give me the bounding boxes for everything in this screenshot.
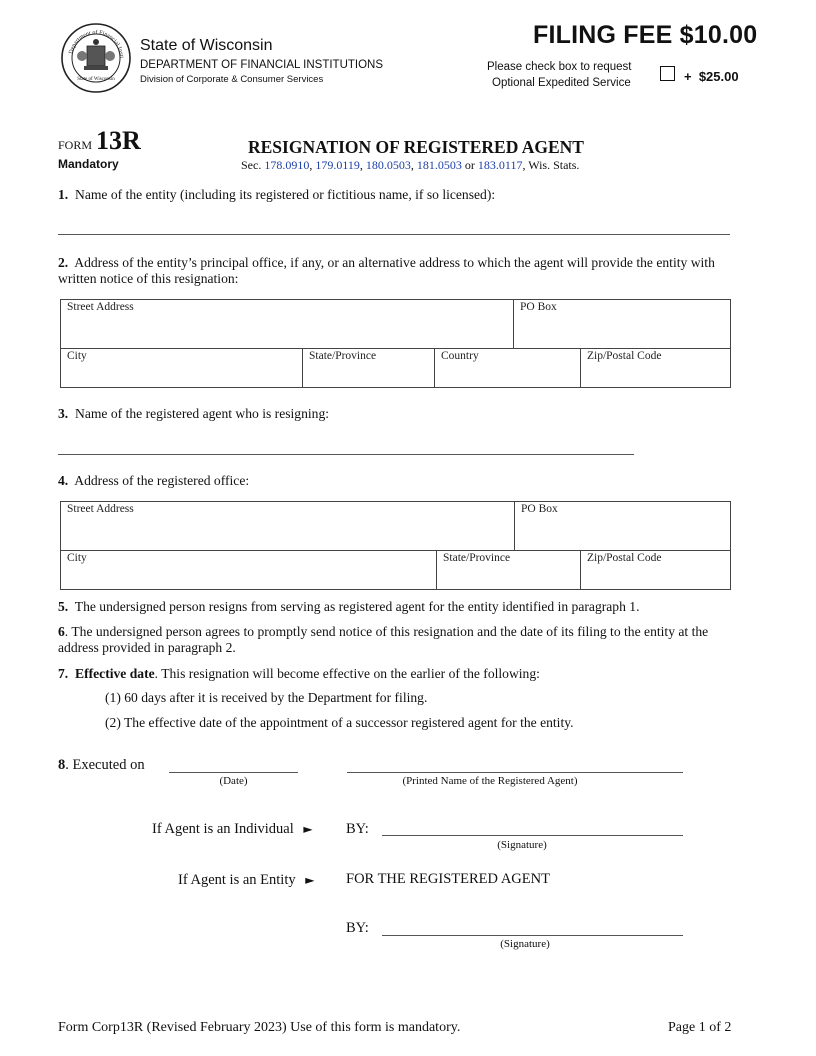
form-id (58, 126, 141, 156)
statute-link[interactable]: 183.0117 (477, 158, 523, 172)
statutes-sep: , (410, 158, 414, 172)
item-5-text: The undersigned person resigns from serving as registered agent for the entity identified in paragraph 1. (74, 599, 640, 614)
form-word: FORM (58, 138, 93, 152)
zip-label: Zip/Postal Code (587, 350, 662, 362)
item-1 (58, 187, 495, 203)
country-label: Country (441, 350, 479, 362)
form-number: 13R (96, 126, 141, 155)
svg-text:State of Wisconsin: State of Wisconsin (77, 77, 115, 82)
zip-label: Zip/Postal Code (587, 552, 662, 564)
item-6 (58, 624, 748, 656)
for-registered-agent: FOR THE REGISTERED AGENT (346, 871, 550, 887)
item-1-number: 1. (58, 187, 69, 202)
footer-page-number: Page 1 of 2 (668, 1020, 732, 1035)
individual-row (152, 821, 313, 838)
statute-link[interactable]: 181.0503 (416, 158, 462, 172)
item-7-option-2: (2) The effective date of the appointment of a successor registered agent for the entity. (105, 715, 574, 730)
entity-label: If Agent is an Entity (178, 872, 296, 888)
item-3-number: 3. (58, 406, 69, 421)
mandatory-label: Mandatory (58, 157, 119, 171)
department-name: DEPARTMENT OF FINANCIAL INSTITUTIONS (140, 59, 384, 71)
form-title: RESIGNATION OF REGISTERED AGENT (248, 137, 584, 157)
statutes-prefix: Sec. (241, 158, 262, 172)
item-7 (58, 666, 758, 682)
office-zip-field[interactable] (580, 550, 731, 590)
item-7-option-1: (1) 60 days after it is received by the Department for filing. (105, 690, 428, 705)
principal-zip-field[interactable] (580, 348, 731, 388)
filing-fee: FILING FEE $10.00 (533, 21, 758, 49)
state-province-label: State/Province (309, 350, 377, 362)
individual-signature-field[interactable] (382, 835, 683, 836)
statute-link[interactable]: 178.0910 (264, 158, 310, 172)
item-7-bold: Effective date (75, 666, 155, 681)
entity-row (178, 872, 314, 889)
statutes-sep: , (359, 158, 363, 172)
expedite-checkbox[interactable] (660, 66, 675, 81)
expedite-line-2: Optional Expedited Service (492, 77, 631, 89)
item-5-number: 5. (58, 599, 69, 614)
principal-po-box-field[interactable] (513, 299, 731, 349)
item-6-number: 6 (58, 624, 65, 639)
item-6-text: . The undersigned person agrees to promptly send notice of this resignation and the date of its filing to the entity at the address provided in paragraph 2. (58, 624, 709, 655)
office-street-field[interactable] (60, 501, 515, 551)
statute-link[interactable]: 179.0119 (315, 158, 360, 172)
item-4 (58, 473, 249, 489)
street-label: Street Address (67, 503, 134, 515)
office-city-field[interactable] (60, 550, 437, 590)
office-state-field[interactable] (436, 550, 581, 590)
entity-name-field[interactable] (58, 234, 730, 235)
item-4-text: Address of the registered office: (74, 473, 250, 488)
svg-text:Department of Financial Instit: Department of Financial Insti (68, 29, 125, 59)
division-name: Division of Corporate & Consumer Services (140, 74, 324, 85)
state-name: State of Wisconsin (140, 37, 273, 54)
principal-state-field[interactable] (302, 348, 435, 388)
item-3-text: Name of the registered agent who is resigning: (75, 406, 330, 421)
item-8 (58, 757, 145, 774)
office-po-box-field[interactable] (514, 501, 731, 551)
state-seal (60, 22, 132, 94)
statute-link[interactable]: 180.0503 (365, 158, 411, 172)
individual-signature-caption: (Signature) (497, 839, 547, 851)
agent-name-field[interactable] (58, 454, 634, 455)
item-4-number: 4. (58, 473, 69, 488)
item-1-text: Name of the entity (including its registered or fictitious name, if so licensed): (75, 187, 496, 202)
date-field[interactable] (169, 772, 298, 773)
item-8-text: . Executed on (65, 757, 145, 773)
expedite-fee: + $25.00 (684, 69, 739, 84)
item-2-text: Address of the entity’s principal office, if any, or an alternative address to which the agent will provide the entity with written notice of this resignation: (58, 255, 715, 286)
city-label: City (67, 552, 87, 564)
item-5 (58, 599, 758, 615)
statutes-line (241, 158, 579, 173)
printed-name-field[interactable] (347, 772, 683, 773)
po-box-label: PO Box (521, 503, 558, 515)
individual-label: If Agent is an Individual (152, 821, 294, 837)
arrow-icon: ► (305, 873, 315, 887)
entity-by-label: BY: (346, 920, 369, 936)
principal-street-field[interactable] (60, 299, 514, 349)
state-province-label: State/Province (443, 552, 511, 564)
item-3 (58, 406, 329, 422)
po-box-label: PO Box (520, 301, 557, 313)
printed-name-caption: (Printed Name of the Registered Agent) (402, 775, 578, 787)
item-7-text: . This resignation will become effective on the earlier of the following: (154, 666, 540, 681)
principal-country-field[interactable] (434, 348, 581, 388)
statutes-sep: , (309, 158, 313, 172)
footer-form-note: Form Corp13R (Revised February 2023) Use of this form is mandatory. (58, 1020, 461, 1035)
expedite-line-1: Please check box to request (487, 61, 632, 73)
date-caption: (Date) (219, 775, 248, 787)
street-label: Street Address (67, 301, 134, 313)
item-7-number: 7. (58, 666, 69, 681)
item-8-number: 8 (58, 757, 66, 773)
individual-by-label: BY: (346, 821, 369, 837)
statutes-or: or (464, 158, 475, 172)
principal-city-field[interactable] (60, 348, 303, 388)
arrow-icon: ► (303, 822, 313, 836)
item-2 (58, 255, 748, 287)
city-label: City (67, 350, 87, 362)
item-2-number: 2. (58, 255, 69, 270)
statutes-suffix: , Wis. Stats. (522, 158, 580, 172)
entity-signature-field[interactable] (382, 935, 683, 936)
entity-signature-caption: (Signature) (500, 938, 550, 950)
